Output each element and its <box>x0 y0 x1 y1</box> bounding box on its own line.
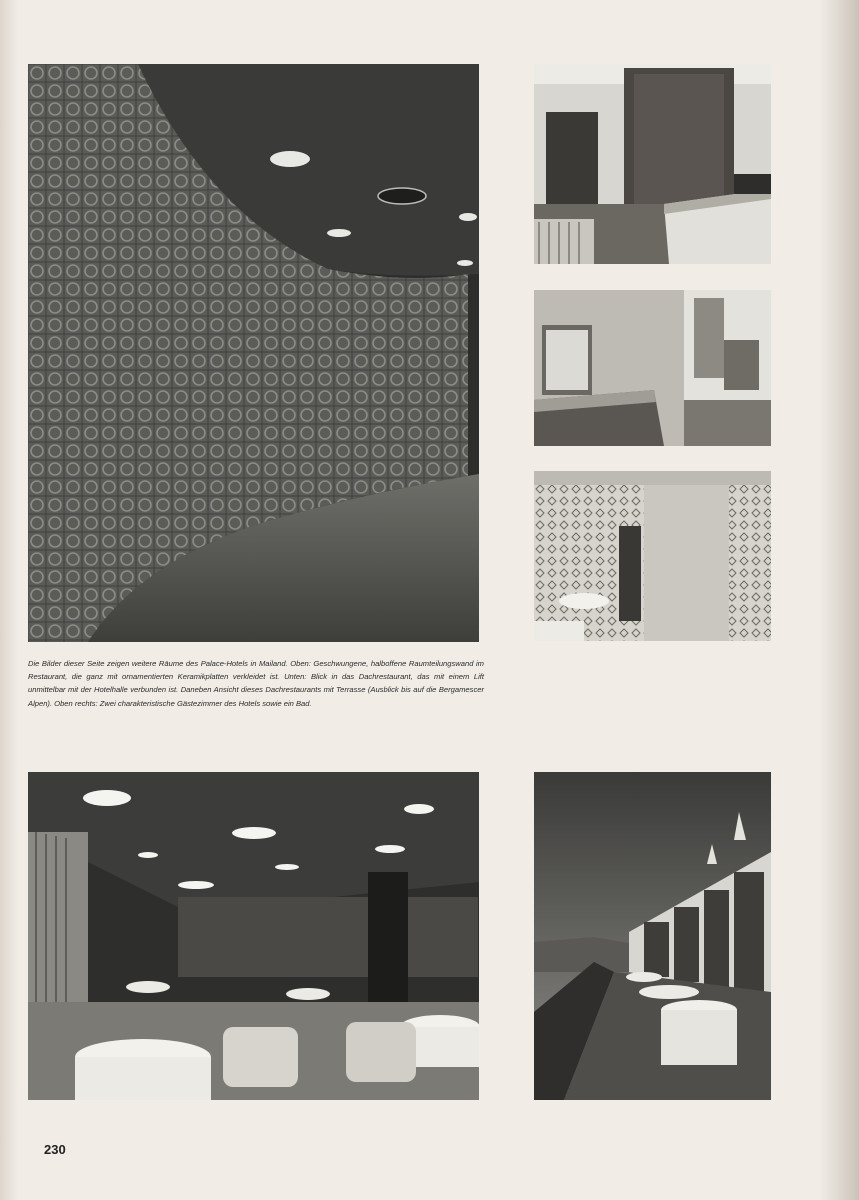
page-edge-shadow-left <box>0 0 18 1200</box>
page-edge-shadow-right <box>819 0 859 1200</box>
page-number: 230 <box>44 1142 66 1157</box>
photo-guest-room-1 <box>534 64 771 264</box>
photo-roof-restaurant <box>28 772 479 1100</box>
caption: Die Bilder dieser Seite zeigen weitere Räume des Palace-Hotels in Mailand. Oben: Geschwungene, halboffene Raumteilungswand im Restaurant, die ganz mit ornamentierten Keramikplatten verkleidet ist. Unten: Blick in das Dachrestaurant, das mit einem Lift unmittelbar mit der Hotelhalle verbunden ist. Daneben Ansicht dieses Dachrestaurants mit Terrasse (Ausblick bis auf die Bergamescer Alpen). Oben rechts: Zwei charakteristische Gästezimmer des Hotels sowie ein Bad. <box>28 659 484 708</box>
photo-roof-terrace <box>534 772 771 1100</box>
photo-guest-room-2 <box>534 290 771 446</box>
photo-bathroom <box>534 471 771 641</box>
photo-ceramic-wall <box>28 64 479 642</box>
